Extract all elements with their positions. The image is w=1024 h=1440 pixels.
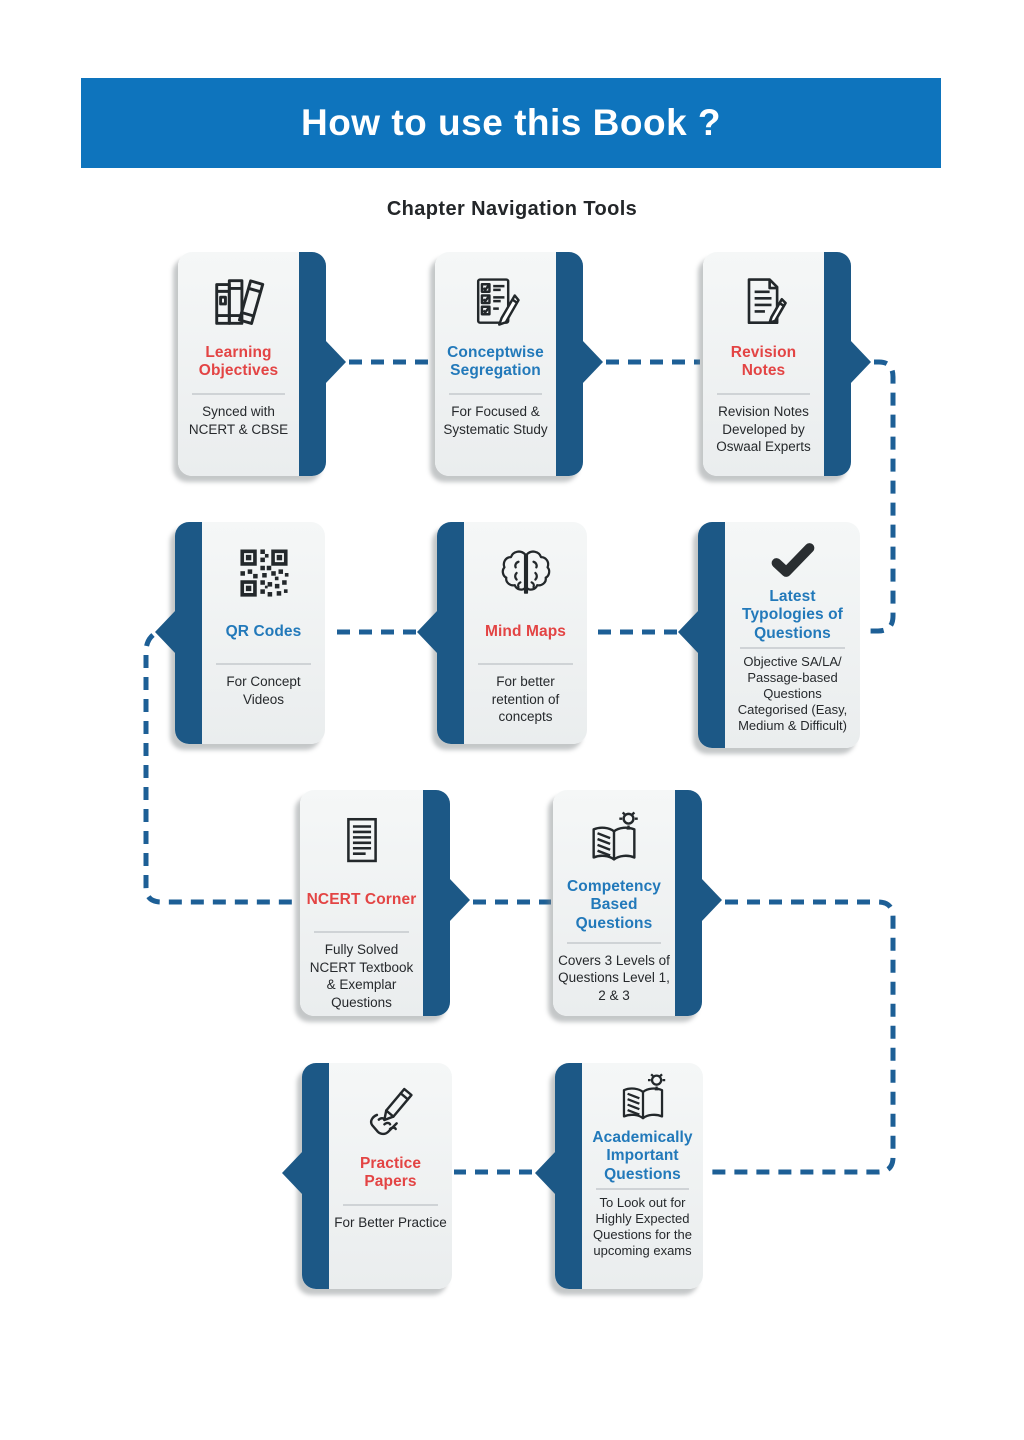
card-title: Revision Notes: [730, 343, 797, 379]
flow-arrow-icon: [325, 340, 346, 384]
divider: [314, 931, 409, 933]
note-pencil-icon: [734, 266, 794, 340]
card-side-bar: [698, 522, 725, 748]
hand-pencil-icon: [361, 1077, 421, 1151]
card-side-bar: [175, 522, 202, 744]
card-description: Synced with NCERT & CBSE: [188, 404, 289, 437]
card-title: Mind Maps: [485, 622, 566, 640]
card-learning-objectives: [178, 252, 326, 476]
card-ncert-corner: [300, 790, 450, 1016]
card-mind-maps: [437, 522, 587, 744]
card-latest-typologies: [698, 522, 860, 748]
open-book-bulb-icon: [614, 1073, 672, 1129]
card-title: Competency Based Questions: [566, 878, 662, 932]
books-icon: [208, 266, 270, 340]
card-title: Academically Important Questions: [592, 1129, 693, 1183]
flow-arrow-icon: [678, 610, 699, 654]
brain-icon: [496, 536, 556, 610]
card-side-bar: [437, 522, 464, 744]
connector-3-6: [862, 362, 893, 631]
card-side-bar: [423, 790, 450, 1016]
section-subtitle: Chapter Navigation Tools: [386, 198, 638, 220]
card-title: QR Codes: [225, 622, 302, 640]
flow-arrow-icon: [417, 610, 438, 654]
card-practice-papers: [302, 1063, 452, 1289]
card-side-bar: [556, 252, 583, 476]
connector-8-10: [707, 902, 893, 1172]
card-title: NCERT Corner: [306, 890, 417, 908]
card-description: Objective SA/LA/ Passage-based Questions Categorised (Easy, Medium & Difficult): [737, 653, 848, 734]
card-revision-notes: [703, 252, 851, 476]
page-title: How to use this Book ?: [300, 102, 722, 143]
divider: [717, 393, 810, 395]
divider: [449, 393, 542, 395]
card-qr-codes: [175, 522, 325, 744]
card-side-bar: [675, 790, 702, 1016]
card-description: For Concept Videos: [226, 674, 301, 707]
card-description: Fully Solved NCERT Textbook & Exemplar Questions: [309, 942, 414, 1010]
divider: [478, 663, 573, 665]
card-side-bar: [555, 1063, 582, 1289]
card-conceptwise-segregation: [435, 252, 583, 476]
divider: [567, 942, 661, 944]
card-title: Learning Objectives: [198, 343, 279, 379]
card-description: Covers 3 Levels of Questions Level 1, 2 & 3: [558, 952, 670, 1003]
flow-arrow-icon: [155, 610, 176, 654]
divider: [216, 663, 311, 665]
card-title: Latest Typologies of Questions: [742, 588, 843, 642]
flow-arrow-icon: [449, 878, 470, 922]
card-competency-based-questions: [553, 790, 702, 1016]
card-description: To Look out for Highly Expected Questions for the upcoming exams: [593, 1194, 692, 1259]
checkmark-icon: [764, 532, 822, 588]
divider: [596, 1188, 689, 1190]
flow-arrow-icon: [701, 878, 722, 922]
qr-code-icon: [235, 536, 293, 610]
flow-arrow-icon: [850, 340, 871, 384]
card-side-bar: [299, 252, 326, 476]
divider: [740, 647, 845, 649]
divider: [343, 1204, 438, 1206]
document-lines-icon: [333, 804, 391, 878]
card-description: For Better Practice: [334, 1215, 447, 1230]
open-book-bulb-icon: [583, 804, 645, 878]
checklist-pencil-icon: [466, 266, 526, 340]
flow-arrow-icon: [282, 1151, 303, 1195]
card-side-bar: [302, 1063, 329, 1289]
card-side-bar: [824, 252, 851, 476]
card-academically-important-questions: [555, 1063, 703, 1289]
divider: [192, 393, 285, 395]
card-description: For better retention of concepts: [491, 674, 560, 725]
card-description: For Focused & Systematic Study: [443, 404, 548, 437]
card-title: Practice Papers: [359, 1154, 422, 1190]
flow-arrow-icon: [535, 1151, 556, 1195]
card-title: Conceptwise Segregation: [447, 343, 544, 379]
card-description: Revision Notes Developed by Oswaal Experts: [716, 404, 811, 455]
flow-arrow-icon: [582, 340, 603, 384]
